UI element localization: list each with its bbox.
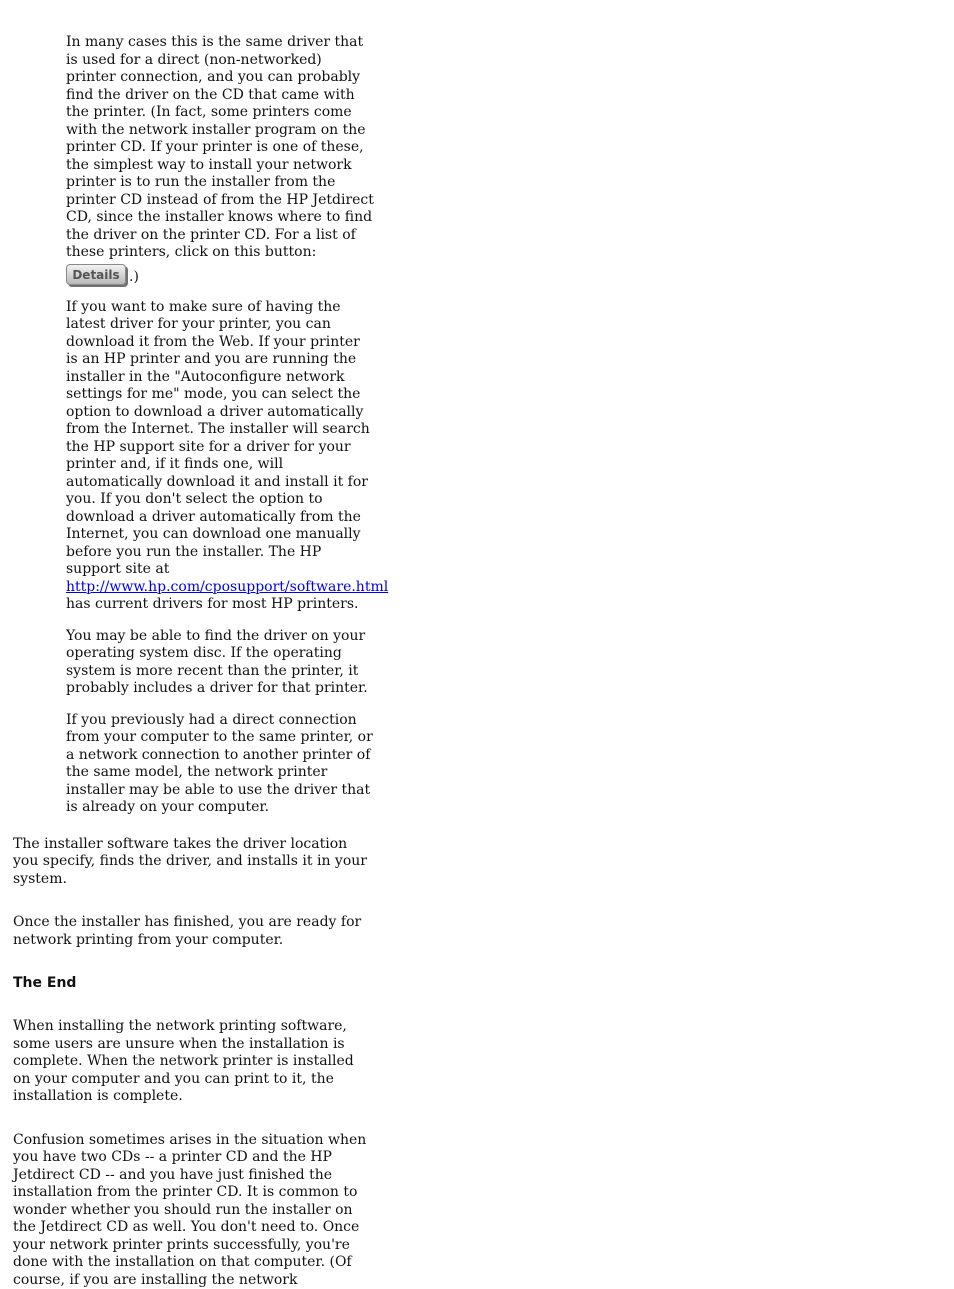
paragraph-installer-location: The installer software takes the driver location you specify, finds the driver, and installs it in your system. (13, 836, 375, 889)
paragraph-ready: Once the installer has finished, you are ready for network printing from your computer. (13, 914, 375, 949)
download-tail-text: has current drivers for most HP printers. (66, 596, 358, 612)
main-text (13, 836, 375, 1289)
hp-support-link[interactable]: http://www.hp.com/cposupport/software.html (66, 579, 388, 595)
paragraph-printer-cd-driver: In many cases this is the same driver that is used for a direct (non-networked) printer connection, and you can probably find the driver on the CD that came with the printer. (In fact, some printers come with the network installer program on the printer CD. If your printer is one of these, the simplest way to install your network printer is to run the installer from the printer CD instead of from the HP Jetdirect CD, since the installer knows where to find the driver on the printer CD. For a list of these printers, click on this button: (66, 34, 375, 262)
paragraph-os-disc: You may be able to find the driver on your operating system disc. If the operating system is more recent than the printer, it probably includes a driver for that printer. (66, 628, 375, 698)
paragraph-two-cds: Confusion sometimes arises in the situation when you have two CDs -- a printer CD and the HP Jetdirect CD -- and you have just finished the installation from the printer CD. It is common to wonder whether you should run the installer on the Jetdirect CD as well. You don't need to. Once your network printer prints successfully, you're done with the installation on that computer. (Of course, if you are installing the network (13, 1132, 375, 1289)
paragraph-existing-driver: If you previously had a direct connection from your computer to the same printer, or a network connection to another printer of the same model, the network printer installer may be able to use the driver that is already on your computer. (66, 712, 375, 817)
details-row (66, 262, 375, 285)
section-heading-the-end: The End (13, 975, 375, 992)
details-tail-text: .) (129, 269, 139, 285)
download-text: If you want to make sure of having the latest driver for your printer, you can download it from the Web. If your printer is an HP printer and you are running the installer in the "Autoconfigure network settings for me" mode, you can select the option to download a driver automatically from the Internet. The installer will search the HP support site for a driver for your printer and, if it finds one, will automatically download it and install it for you. If you don't select the option to download a driver automatically from the Internet, you can download one manually before you run the installer. The HP support site at (66, 299, 370, 578)
indented-block (66, 0, 375, 817)
paragraph-installation-complete: When installing the network printing software, some users are unsure when the installation is complete. When the network printer is installed on your computer and you can print to it, the installation is complete. (13, 1018, 375, 1106)
paragraph-download-driver (66, 299, 375, 614)
details-button[interactable]: Details (66, 264, 126, 285)
document-column (13, 0, 375, 1289)
